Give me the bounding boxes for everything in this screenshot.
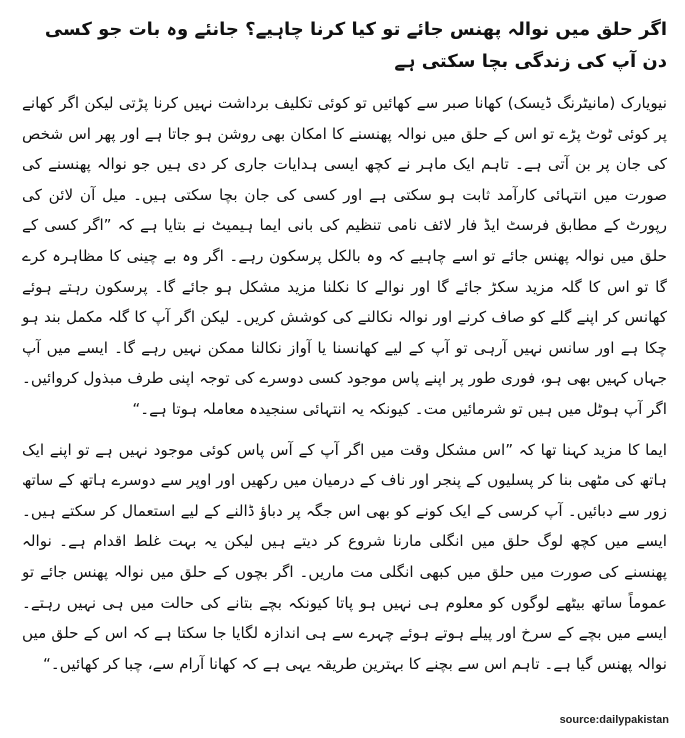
article-paragraph-2: ایما کا مزید کہنا تھا کہ ”اس مشکل وقت میں اگر آپ کے آس پاس کوئی موجود نہیں ہے تو اپنے ایک ہاتھ کی مٹھی بنا کر پسلیوں کے پنجر اور ناف کے درمیان میں رکھیں اور اوپر سے دوسرے ہاتھ کے ساتھ زور سے دبائیں۔ آپ کرسی کے ایک کونے کو بھی اس جگہ پر دباؤ ڈالنے کے لیے استعمال کر سکتے ہیں۔ ایسے میں کچھ لوگ حلق میں انگلی مارنا شروع کر دیتے ہیں لیکن یہ بہت غلط اقدام ہے۔ نوالہ پھنسنے کی صورت میں حلق میں کبھی انگلی مت ماریں۔ اگر بچوں کے حلق میں نوالہ پھنس جائے تو عموماً ساتھ بیٹھے لوگوں کو معلوم ہی نہیں ہو پاتا کیونکہ بچے بتانے کی حالت میں ہی نہیں رہتے۔ ایسے میں بچے کے سرخ اور پیلے ہوتے ہوئے چہرے سے ہی اندازہ لگایا جا سکتا ہے کہ اس کے حلق میں نوالہ پھنس گیا ہے۔ تاہم اس سے بچنے کا بہترین طریقہ یہی ہے کہ کھانا آرام سے، چبا کر کھائیں۔“ — [22, 440, 667, 673]
article-paragraph-1: نیویارک (مانیٹرنگ ڈیسک) کھانا صبر سے کھائیں تو کوئی تکلیف برداشت نہیں کرنا پڑتی لیکن اگر کھانے پر کوئی ٹوٹ پڑے تو اس کے حلق میں نوالہ پھنسنے کا امکان بھی روشن ہو جاتا ہے اور پھر اس شخص کی جان پر بن آتی ہے۔ تاہم ایک ماہر نے کچھ ایسی ہدایات جاری کر دی ہیں جو نوالہ پھنسنے کی صورت میں انتہائی کارآمد ثابت ہو سکتی ہے اور کسی کی جان بچا سکتی ہیں۔ میل آن لائن کی رپورٹ کے مطابق فرسٹ ایڈ فار لائف نامی تنظیم کی بانی ایما ہیمیٹ نے بتایا ہے کہ ”اگر کسی کے حلق میں نوالہ پھنس جائے تو اسے چاہیے کہ وہ بالکل پرسکون رہے۔ اگر وہ بے چینی کا مظاہرہ کرے گا تو اس کا گلہ مزید سکڑ جائے گا اور نوالے کا نکلنا مزید مشکل ہو جائے گا۔ پرسکون رہتے ہوئے کھانس کر اپنے گلے کو صاف کرنے اور نوالہ نکالنے کی کوشش کریں۔ لیکن اگر آپ کا گلہ مکمل بند ہو چکا ہے اور سانس نہیں آرہی تو آپ کے لیے کھانسنا یا آواز نکالنا ممکن نہیں رہے گا۔ ایسے میں آپ جہاں کہیں بھی ہو، فوری طور پر اپنے پاس موجود کسی دوسرے کی توجہ اپنی طرف مبذول کروائیں۔ اگر آپ ہوٹل میں ہیں تو شرمائیں مت۔ کیونکہ یہ انتہائی سنجیدہ معاملہ ہوتا ہے۔“ — [22, 94, 667, 418]
source-credit: source:dailypakistan — [559, 714, 669, 726]
article-title: اگر حلق میں نوالہ پھنس جائے تو کیا کرنا چاہیے؟ جانئے وہ بات جو کسی دن آپ کی زندگی بچا سکتی ہے — [44, 19, 667, 72]
